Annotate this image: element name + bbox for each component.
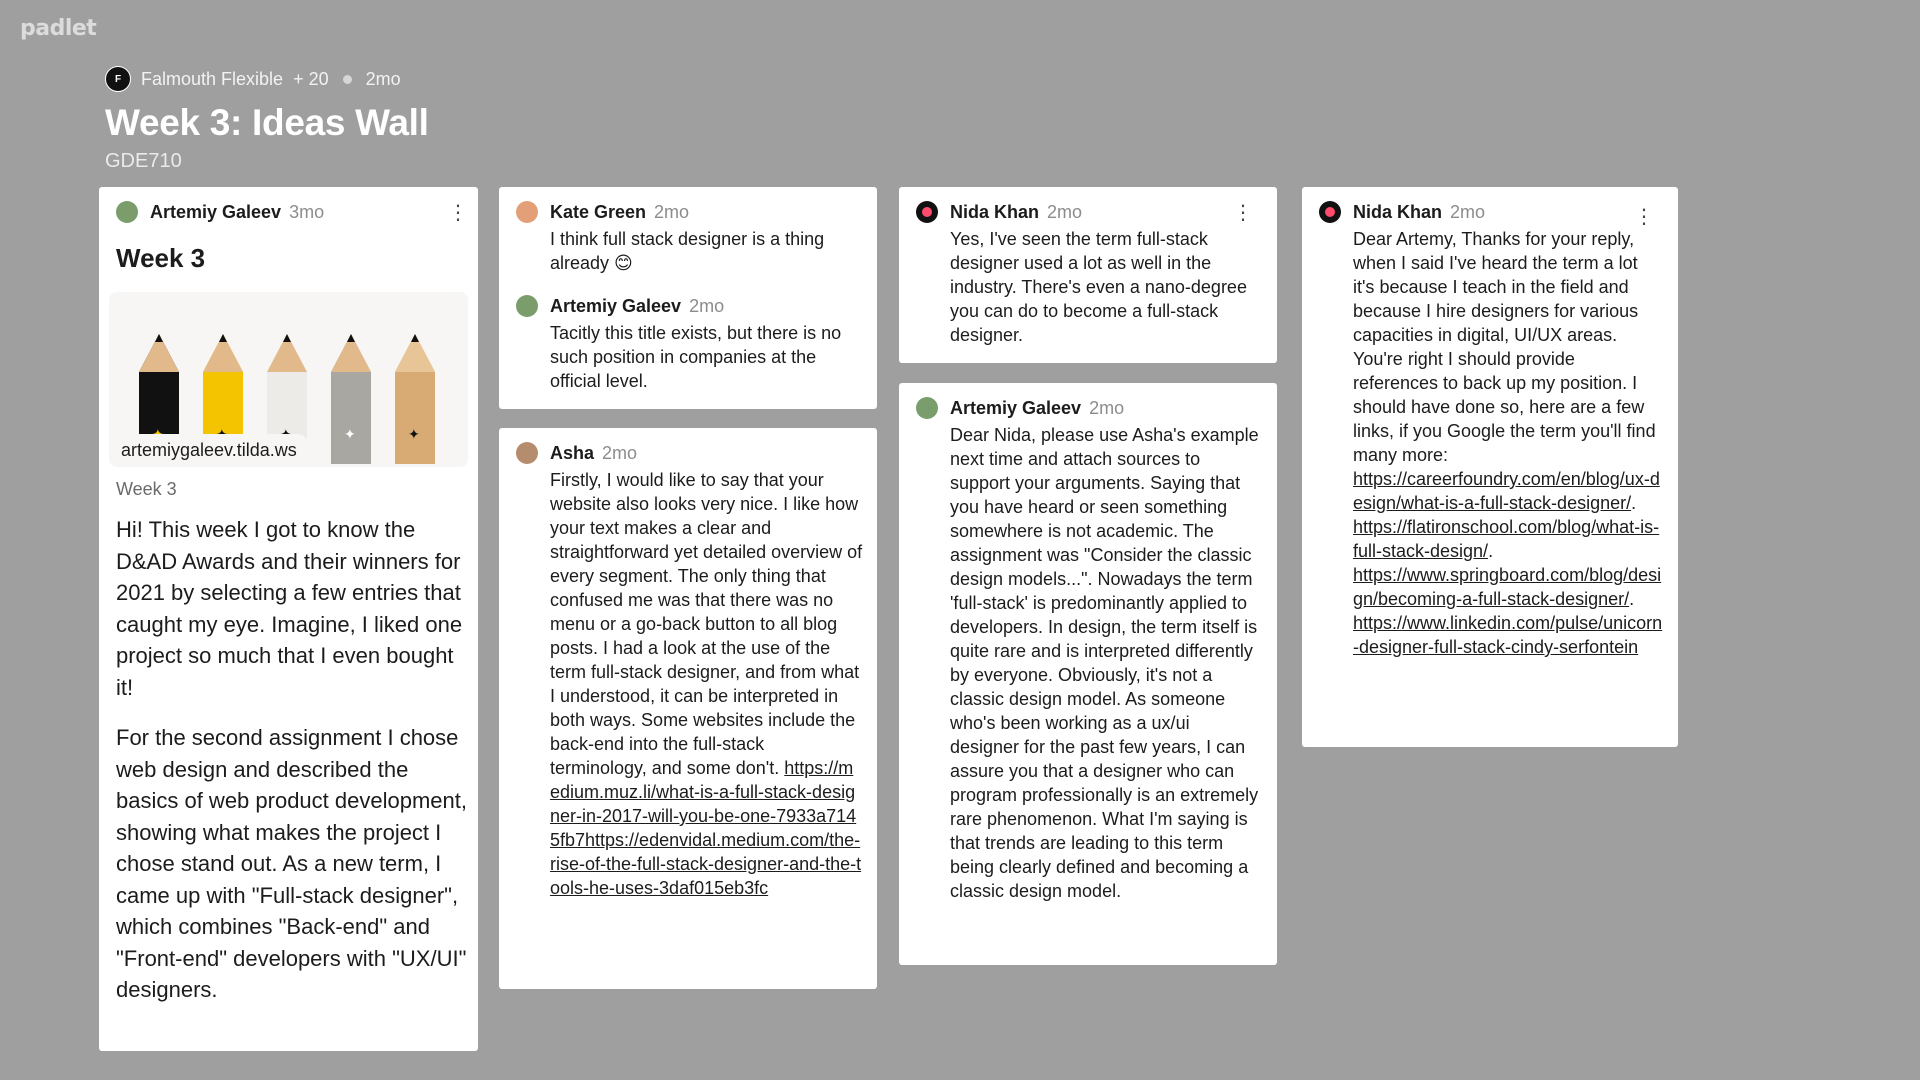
- source-link[interactable]: https://www.linkedin.com/pulse/unicorn-designer-full-stack-cindy-serfontein: [1353, 613, 1663, 657]
- link-punctuation: .: [1488, 541, 1494, 561]
- author-name[interactable]: Artemiy Galeev: [550, 295, 682, 316]
- attachment-caption: Week 3: [116, 479, 177, 499]
- post-card-nida-links[interactable]: [1302, 187, 1678, 747]
- source-link[interactable]: https://www.springboard.com/blog/design/becoming-a-full-stack-designer/: [1353, 565, 1662, 609]
- post-title: Week 3: [116, 243, 206, 273]
- post-card-main[interactable]: [99, 187, 478, 1051]
- post-card-nida[interactable]: [899, 187, 1277, 363]
- comment-text: Tacitly this title exists, but there is no such position in companies at the official level.: [550, 323, 842, 391]
- link-attachment[interactable]: [109, 292, 468, 467]
- post-time: 2mo: [1450, 201, 1486, 222]
- board-title: Week 3: Ideas Wall: [105, 102, 429, 143]
- post-text: [1353, 227, 1664, 659]
- link-punctuation: .: [1629, 589, 1635, 609]
- avatar[interactable]: [516, 442, 538, 464]
- comment-author-line: [516, 201, 863, 223]
- board-age: 2mo: [365, 68, 401, 89]
- org-name[interactable]: Falmouth Flexible: [141, 68, 284, 89]
- contributors-count[interactable]: + 20: [293, 68, 329, 89]
- post-time: 2mo: [654, 201, 690, 222]
- source-link[interactable]: https://flatironschool.com/blog/what-is-full-stack-design/: [1353, 517, 1660, 561]
- more-options-icon[interactable]: ⋮: [1233, 202, 1253, 224]
- separator-dot: [343, 75, 352, 84]
- post-paragraph: Dear Artemy, Thanks for your reply, when I said I've heard the term a lot it's because I teach in the field and because I hire designers for various capacities in digital, UI/UX areas. You're right I should provide references to back up my position. I should have done so, here are a few links, if you Google the term you'll find many more:: [1353, 229, 1656, 465]
- author-name[interactable]: Artemiy Galeev: [950, 397, 1082, 418]
- svg-text:✦: ✦: [344, 427, 356, 443]
- comment-author-line: [516, 442, 863, 464]
- svg-text:✦: ✦: [408, 427, 420, 443]
- more-options-icon[interactable]: ⋮: [448, 202, 468, 224]
- post-author-line: [916, 201, 1263, 223]
- link-punctuation: .: [1631, 493, 1637, 513]
- post-time: 2mo: [1047, 201, 1083, 222]
- author-name[interactable]: Artemiy Galeev: [150, 201, 282, 222]
- board-subtitle: GDE710: [105, 150, 182, 172]
- post-time: 2mo: [1089, 397, 1125, 418]
- post-time: 3mo: [289, 201, 325, 222]
- post-author-line: [116, 201, 478, 223]
- comment-text: Dear Nida, please use Asha's example next time and attach sources to support your arguments. Saying that you have heard or seen something somewhere is not academic. The assignment was "Consider the classic design models...". Nowadays the term 'full-stack' is predominantly applied to developers. In design, the term itself is quite rare and is interpreted differently by everyone. Obviously, it's not a classic design model. As someone who's been working as a ux/ui designer for the past few years, I can assure you that a designer who can program professionally is an extremely rare phenomenon. What I'm saying is that trends are leading to this term being clearly defined and becoming a classic design model.: [950, 425, 1259, 901]
- post-time: 2mo: [689, 295, 725, 316]
- comment-author-line: [916, 397, 1263, 419]
- post-paragraph: For the second assignment I chose web design and described the basics of web product development, showing what makes the project I chose stand out. As a new term, I came up with "Full-stack designer", which combines "Back-end" and "Front-end" developers with "UX/UI" designers.: [116, 725, 467, 1002]
- avatar[interactable]: [516, 295, 538, 317]
- source-link[interactable]: https://medium.muz.li/what-is-a-full-stack-designer-in-2017-will-you-be-one-7933a7145fb7https://edenvidal.medium.com/the-rise-of-the-full-stack-designer-and-the-tools-he-uses-3daf015eb3fc: [550, 758, 862, 898]
- board-meta: [105, 66, 429, 92]
- board-header: [105, 66, 429, 173]
- post-card-kate[interactable]: [499, 187, 877, 409]
- author-name[interactable]: Kate Green: [550, 201, 647, 222]
- avatar[interactable]: [1319, 201, 1341, 223]
- author-name[interactable]: Asha: [550, 442, 595, 463]
- avatar[interactable]: [916, 397, 938, 419]
- author-name[interactable]: Nida Khan: [1353, 201, 1443, 222]
- author-name[interactable]: Nida Khan: [950, 201, 1040, 222]
- pencil-wood: [395, 334, 435, 464]
- post-card-asha[interactable]: [499, 428, 877, 989]
- avatar[interactable]: [116, 201, 138, 223]
- source-link[interactable]: https://careerfoundry.com/en/blog/ux-design/what-is-a-full-stack-designer/: [1353, 469, 1660, 513]
- padlet-logo[interactable]: padlet: [20, 16, 97, 41]
- avatar[interactable]: [516, 201, 538, 223]
- link-url[interactable]: artemiygaleev.tilda.ws: [109, 434, 309, 467]
- org-avatar[interactable]: F: [105, 66, 131, 92]
- comment-author-line: [516, 295, 863, 317]
- post-time: 2mo: [602, 442, 638, 463]
- pencil-gray: [331, 334, 371, 464]
- post-card-artemiy-reply[interactable]: [899, 383, 1277, 965]
- more-options-icon[interactable]: ⋮: [1634, 206, 1654, 228]
- comment-text: [550, 468, 863, 900]
- comment-text: I think full stack designer is a thing already 😊: [550, 229, 825, 273]
- post-author-line: [1319, 201, 1664, 223]
- avatar[interactable]: [916, 201, 938, 223]
- comment-paragraph: Firstly, I would like to say that your website also looks very nice. I like how your text makes a clear and straightforward yet detailed overview of every segment. The only thing that confused me was that there was no menu or a go-back button to all blog posts. I had a look at the use of the term full-stack designer, and from what I understood, it can be interpreted in both ways. Some websites include the back-end into the full-stack terminology, and some don't.: [550, 470, 863, 778]
- post-text: Yes, I've seen the term full-stack designer used a lot as well in the industry. There's even a nano-degree you can do to become a full-stack designer.: [950, 229, 1247, 345]
- post-paragraph: Hi! This week I got to know the D&AD Awards and their winners for 2021 by selecting a few entries that caught my eye. Imagine, I liked one project so much that I even bought it!: [116, 517, 463, 700]
- post-body: [116, 514, 468, 1006]
